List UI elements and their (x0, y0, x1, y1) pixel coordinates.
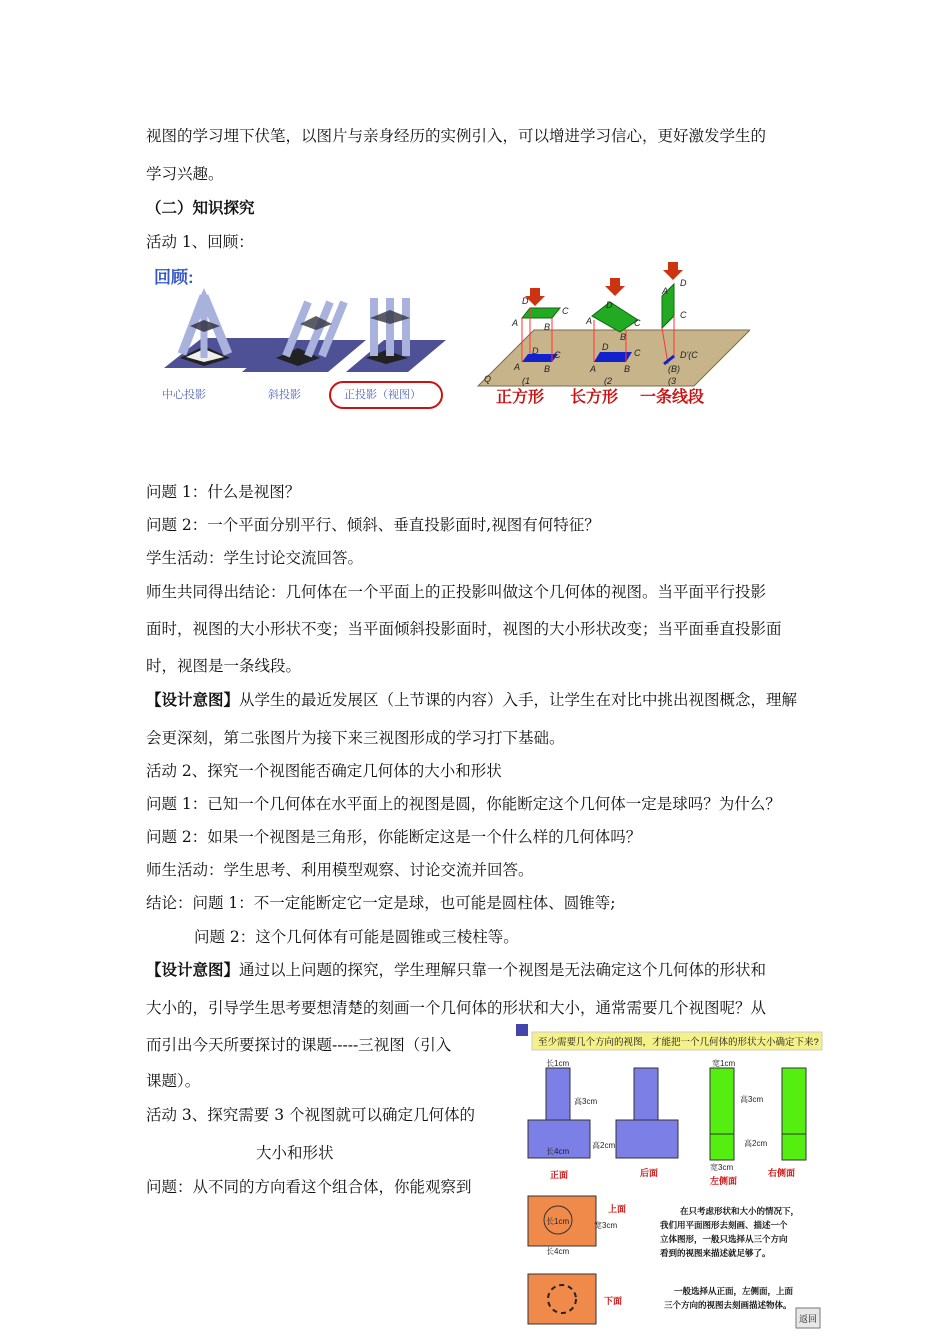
activity3-title-1: 活动 3、探究需要 3 个视图就可以确定几何体的 (146, 1106, 476, 1124)
note2-line-2: 三个方向的视图去刻画描述物体。 (664, 1300, 792, 1310)
pt-b1p: B (544, 364, 551, 374)
orthographic-projection-diagram (346, 298, 446, 372)
design2-line-1 (146, 960, 766, 980)
note2-line-1: 一般选择从正面，左侧面，上面 (674, 1286, 794, 1296)
bottom-view-rect (528, 1274, 596, 1324)
intro-line-2: 学习兴趣。 (146, 165, 224, 183)
pt-d1p: D (532, 346, 539, 356)
dim-high3b: 高3cm (740, 1095, 764, 1104)
pt-a1p: A (514, 362, 521, 372)
pt-c3: C (680, 310, 687, 320)
dim-high3: 高3cm (574, 1097, 598, 1106)
pt-b2p: B (624, 364, 631, 374)
result-rectangle: 长方形 (570, 387, 619, 406)
design1-tag: 【设计意图】 (146, 690, 240, 709)
view-bottom-label: 下面 (604, 1296, 623, 1306)
pt-d2p: D (602, 342, 609, 352)
qa1-question-1: 问题 1：什么是视图？ (146, 483, 301, 501)
design1-text-1: 从学生的最近发展区（上节课的内容）入手，让学生在对比中挑出视图概念，理解 (239, 691, 798, 709)
activity2-conclusion-1: 结论：问题 1：不一定能断定它一定是球，也可能是圆柱体、圆锥等; (146, 894, 616, 912)
view-back-label: 后面 (640, 1168, 659, 1178)
top-dim-long4: 长4cm (546, 1247, 570, 1256)
pt-dc3p: D'(C (680, 350, 698, 360)
pt-b3p: (B) (668, 364, 680, 374)
activity2-question-1: 问题 1：已知一个几何体在水平面上的视图是圆，你能断定这个几何体一定是球吗？为什么？ (146, 795, 781, 813)
top-dim-long1: 长1cm (546, 1217, 570, 1226)
intro-line-1: 视图的学习埋下伏笔，以图片与亲身经历的实例引入，可以增进学习信心，更好激发学生的 (146, 127, 767, 145)
view-plane-diagram (478, 262, 750, 386)
case-3-num: (3 (668, 376, 677, 386)
oblique-projection-label: 斜投影 (268, 388, 301, 401)
activity3-title-2: 大小和形状 (256, 1144, 334, 1162)
qa1-student-activity: 学生活动：学生讨论交流回答。 (146, 549, 364, 567)
central-projection-label: 中心投影 (162, 388, 206, 401)
pt-d2: D (606, 300, 613, 310)
note1-line-4: 看到的视图来描述就足够了。 (660, 1248, 771, 1258)
activity2-teacher-activity: 师生活动：学生思考、利用模型观察、讨论交流并回答。 (146, 861, 534, 879)
dim-long1: 长1cm (546, 1059, 570, 1068)
design2-text-1: 通过以上问题的探究，学生理解只靠一个视图是无法确定这个几何体的形状和 (239, 961, 767, 979)
pt-d3: D (680, 278, 687, 288)
activity2-conclusion-2: 问题 2：这个几何体有可能是圆锥或三棱柱等。 (194, 928, 519, 946)
design1-line-1 (146, 690, 797, 710)
qa1-conclusion-3: 时，视图是一条线段。 (146, 657, 302, 675)
top-dim-wide3: 宽3cm (594, 1221, 618, 1230)
projection-review-figure (140, 258, 750, 418)
activity1-title: 活动 1、回顾： (146, 233, 254, 251)
design2-line-4: 课题）。 (146, 1072, 201, 1090)
result-segment: 一条线段 (640, 387, 705, 406)
qa1-conclusion-1: 师生共同得出结论：几何体在一个平面上的正投影叫做这个几何体的视图。当平面平行投影 (146, 583, 767, 601)
pt-c2: C (634, 318, 641, 328)
design2-line-2: 大小的，引导学生思考要想清楚的刻画一个几何体的形状和大小，通常需要几个视图呢？从 (146, 999, 767, 1017)
pt-c1p: C (554, 350, 561, 360)
qa1-question-2: 问题 2：一个平面分别平行、倾斜、垂直投影面时,视图有何特征？ (146, 516, 600, 534)
case-1-num: (1 (522, 376, 531, 386)
pt-a2: A (586, 316, 593, 326)
dim-long4: 长4cm (546, 1147, 570, 1156)
section-heading: （二）知识探究 (146, 198, 255, 217)
activity2-title: 活动 2、探究一个视图能否确定几何体的大小和形状 (146, 762, 502, 780)
pt-b1: B (544, 322, 551, 332)
note1-line-2: 我们用平面图形去刻画、描述一个 (660, 1220, 788, 1230)
view-front-label: 正面 (550, 1170, 569, 1180)
design1-line-2: 会更深刻，第二张图片为接下来三视图形成的学习打下基础。 (146, 729, 565, 747)
result-square: 正方形 (496, 387, 545, 406)
pt-a2p: A (590, 364, 597, 374)
dim-wide1: 宽1cm (712, 1059, 736, 1068)
three-views-figure (516, 1024, 826, 1334)
orthographic-projection-label: 正投影（视图） (344, 388, 421, 401)
pt-a1: A (512, 318, 519, 328)
back-button-label[interactable]: 返回 (799, 1314, 818, 1324)
question-banner-text: 至少需要几个方向的视图，才能把一个几何体的形状大小确定下来? (538, 1037, 819, 1048)
activity2-question-2: 问题 2：如果一个视图是三角形，你能断定这是一个什么样的几何体吗？ (146, 828, 642, 846)
dim-high2: 高2cm (592, 1141, 616, 1150)
pt-d1: D (522, 296, 529, 306)
review-title: 回顾: (154, 268, 194, 287)
view-top-label: 上面 (608, 1204, 627, 1214)
dim-wide3: 宽3cm (710, 1163, 734, 1172)
activity3-question: 问题：从不同的方向看这个组合体，你能观察到 (146, 1178, 472, 1196)
oblique-projection-diagram (242, 302, 366, 372)
dim-high2b: 高2cm (744, 1139, 768, 1148)
pt-a3: A (662, 286, 669, 296)
view-right-label: 右侧面 (768, 1168, 796, 1178)
design2-line-3: 而引出今天所要探讨的课题-----三视图（引入 (146, 1036, 452, 1054)
design2-tag: 【设计意图】 (146, 960, 240, 979)
note1-line-3: 立体图形，一般只选择从三个方向 (660, 1234, 788, 1244)
note1-line-1: 在只考虑形状和大小的情况下， (680, 1206, 800, 1216)
pt-b2: B (620, 332, 627, 342)
pt-c2p: C (634, 348, 641, 358)
pt-q: Q (484, 374, 492, 384)
view-left-label: 左侧面 (710, 1176, 738, 1186)
back-button[interactable] (796, 1308, 820, 1328)
qa1-conclusion-2: 面时，视图的大小形状不变；当平面倾斜投影面时，视图的大小形状改变；当平面垂直投影面 (146, 620, 782, 638)
case-2-num: (2 (604, 376, 613, 386)
pt-c1: C (562, 306, 569, 316)
